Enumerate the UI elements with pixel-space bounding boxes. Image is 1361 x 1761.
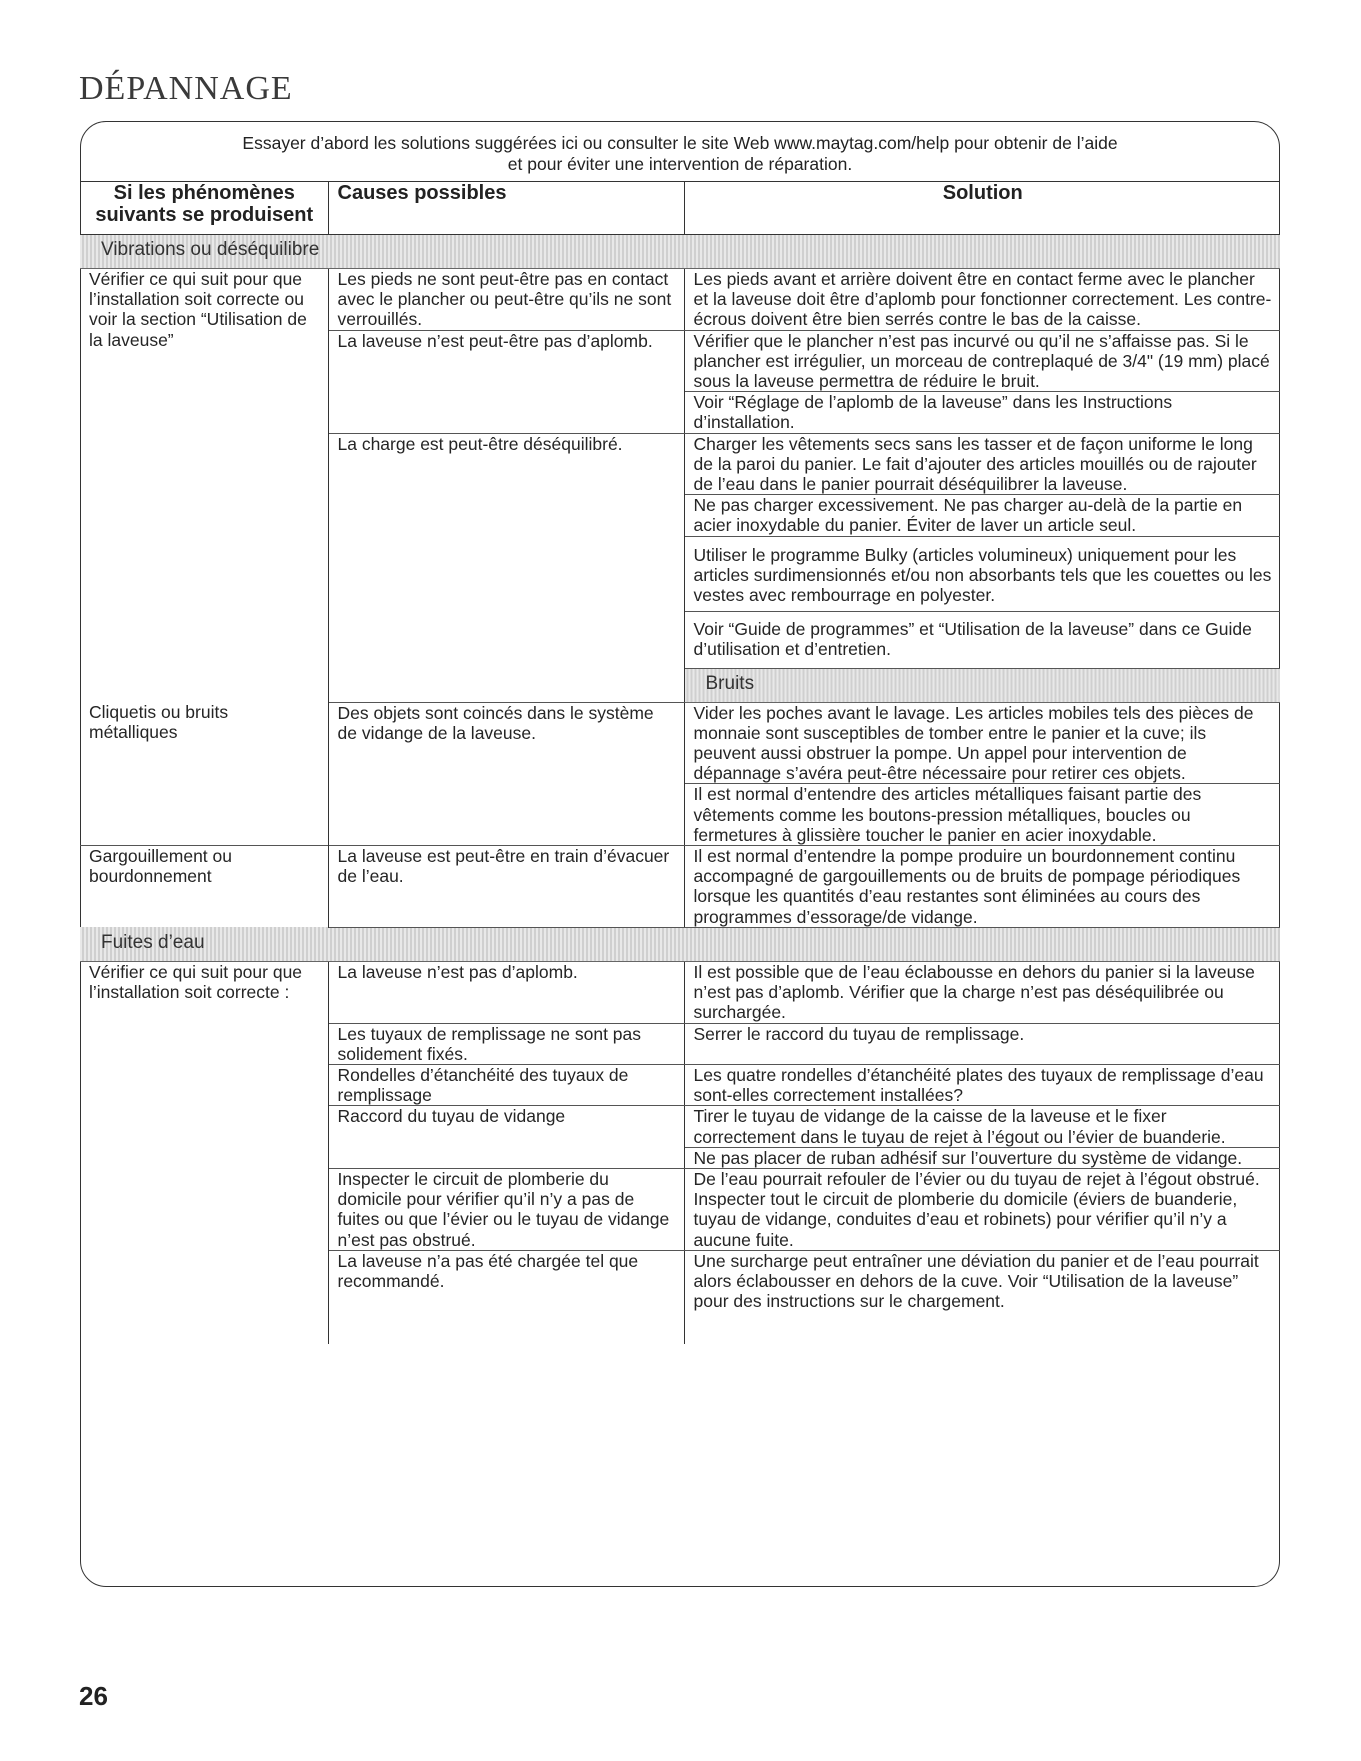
section-title: Vibrations ou déséquilibre bbox=[101, 239, 320, 260]
column-header-causes: Causes possibles bbox=[328, 182, 684, 235]
condition-cell: Vérifier ce qui suit pour que l’installation soit correcte ou voir la section “Utilisation de la laveuse” bbox=[80, 269, 328, 703]
table-row bbox=[80, 961, 1280, 1023]
solution-cell: Charger les vêtements secs sans les tasser et de façon uniforme le long de la paroi du panier. Le fait d’ajouter des articles mouillés ou de rajouter de l’eau dans le panier pourrait déséquilibrer la laveuse. bbox=[684, 433, 1280, 495]
intro-line-1: Essayer d’abord les solutions suggérées ici ou consulter le site Web www.maytag.com/help pour obtenir de l’aide bbox=[242, 133, 1118, 153]
page-title: DÉPANNAGE bbox=[79, 70, 293, 107]
table-row bbox=[80, 846, 1280, 928]
solution-cell: Vérifier que le plancher n’est pas incurvé ou qu’il ne s’affaisse pas. Si le plancher est irrégulier, un morceau de contreplaqué de 3/4" (19 mm) placé sous la laveuse permettra de réduire le bruit. bbox=[684, 330, 1280, 392]
table-header-row bbox=[80, 182, 1280, 235]
solution-cell: Les quatre rondelles d’étanchéité plates des tuyaux de remplissage d’eau sont-elles correctement installées? bbox=[684, 1064, 1280, 1105]
condition-cell: Cliquetis ou bruits métalliques bbox=[80, 702, 328, 845]
section-title: Bruits bbox=[705, 672, 755, 694]
cause-cell: Rondelles d’étanchéité des tuyaux de remplissage bbox=[328, 1064, 684, 1105]
table-row bbox=[80, 269, 1280, 331]
cause-cell: Des objets sont coincés dans le système de vidange de la laveuse. bbox=[328, 702, 684, 845]
intro-text bbox=[84, 133, 1276, 175]
solution-cell: Une surcharge peut entraîner une déviation du panier et de l’eau pourrait alors éclabousser en dehors de la cuve. Voir “Utilisation de la laveuse” pour des instructions sur le chargement. bbox=[693, 1250, 1259, 1312]
troubleshooting-table bbox=[80, 181, 1280, 1344]
cause-cell: Raccord du tuyau de vidange bbox=[328, 1106, 684, 1169]
solution-cell: Les pieds avant et arrière doivent être en contact ferme avec le plancher et la laveuse doit être d’aplomb pour fonctionner correctement. Les contre-écrous doivent être bien serrés contre le bas de la caisse. bbox=[684, 269, 1280, 331]
cause-cell: Les tuyaux de remplissage ne sont pas solidement fixés. bbox=[328, 1023, 684, 1064]
solution-cell: Tirer le tuyau de vidange de la caisse de la laveuse et le fixer correctement dans le tuyau de rejet à l’égout ou l’évier de buanderie. bbox=[684, 1106, 1280, 1147]
solution-cell: De l’eau pourrait refouler de l’évier ou du tuyau de rejet à l’égout obstrué. Inspecter tout le circuit de plomberie du domicile (éviers de buanderie, tuyau de vidange, conduites d’eau et robinets) pour vérifier qu’il n’y a aucune fuite. bbox=[684, 1168, 1280, 1250]
cause-cell: La laveuse n’est peut-être pas d’aplomb. bbox=[328, 330, 684, 433]
intro-line-2: et pour éviter une intervention de réparation. bbox=[507, 154, 853, 174]
solution-cell: Utiliser le programme Bulky (articles volumineux) uniquement pour les articles surdimensionnés et/ou non absorbants tels que les couettes ou les vestes avec rembourrage en polyester. bbox=[684, 536, 1280, 612]
solution-cell: Il est normal d’entendre la pompe produire un bourdonnement continu accompagné de gargouillements ou de bruits de pompage périodiques lorsque les quantités d’eau restantes sont éliminées au cours des programmes d’essorage/de vidange. bbox=[684, 846, 1280, 928]
solution-cell: Ne pas placer de ruban adhésif sur l’ouverture du système de vidange. bbox=[684, 1147, 1280, 1168]
solution-cell: Il est possible que de l’eau éclabousse en dehors du panier si la laveuse n’est pas d’aplomb. Vérifier que la charge n’est pas déséquilibrée ou surchargée. bbox=[684, 961, 1280, 1023]
solution-cell: Serrer le raccord du tuyau de remplissage. bbox=[684, 1023, 1280, 1064]
section-title: Fuites d’eau bbox=[101, 931, 205, 953]
cause-cell: La charge est peut-être déséquilibré. bbox=[328, 433, 684, 702]
solution-cell: Voir “Guide de programmes” et “Utilisation de la laveuse” dans ce Guide d’utilisation et d’entretien. bbox=[684, 612, 1280, 668]
cause-cell: La laveuse n’est pas d’aplomb. bbox=[328, 961, 684, 1023]
table-row bbox=[80, 702, 1280, 784]
condition-cell: Vérifier ce qui suit pour que l’installation soit correcte : bbox=[80, 961, 328, 1343]
cause-cell: La laveuse est peut-être en train d’évacuer de l’eau. bbox=[328, 846, 684, 928]
solution-cell: Voir “Réglage de l’aplomb de la laveuse” dans les Instructions d’installation. bbox=[684, 392, 1280, 433]
section-leaks bbox=[80, 927, 1280, 961]
solution-cell: Ne pas charger excessivement. Ne pas charger au-delà de la partie en acier inoxydable du panier. Éviter de laver un article seul. bbox=[684, 495, 1280, 536]
page-number: 26 bbox=[79, 1681, 108, 1711]
cause-cell: Inspecter le circuit de plomberie du domicile pour vérifier qu’il n’y a pas de fuites ou que l’évier ou le tuyau de vidange n’est pas obstrué. bbox=[328, 1168, 684, 1250]
cause-cell: Les pieds ne sont peut-être pas en contact avec le plancher ou peut-être qu’ils ne sont verrouillés. bbox=[328, 269, 684, 331]
condition-cell: Gargouillement ou bourdonnement bbox=[80, 846, 328, 928]
column-header-phenomena: Si les phénomènes suivants se produisent bbox=[80, 182, 328, 235]
section-vibrations bbox=[80, 235, 1280, 269]
cause-cell: La laveuse n’a pas été chargée tel que recommandé. bbox=[328, 1250, 684, 1344]
solution-cell: Il est normal d’entendre des articles métalliques faisant partie des vêtements comme les boutons-pression métalliques, boucles ou fermetures à glissière toucher le panier en acier inoxydable. bbox=[684, 784, 1280, 846]
solution-cell: Vider les poches avant le lavage. Les articles mobiles tels des pièces de monnaie sont susceptibles de tomber entre le panier et la cuve; ils peuvent aussi obstruer la pompe. Un appel pour intervention de dépannage s’avéra peut-être nécessaire pour retirer ces objets. bbox=[684, 702, 1280, 784]
column-header-solution: Solution bbox=[684, 182, 1280, 235]
